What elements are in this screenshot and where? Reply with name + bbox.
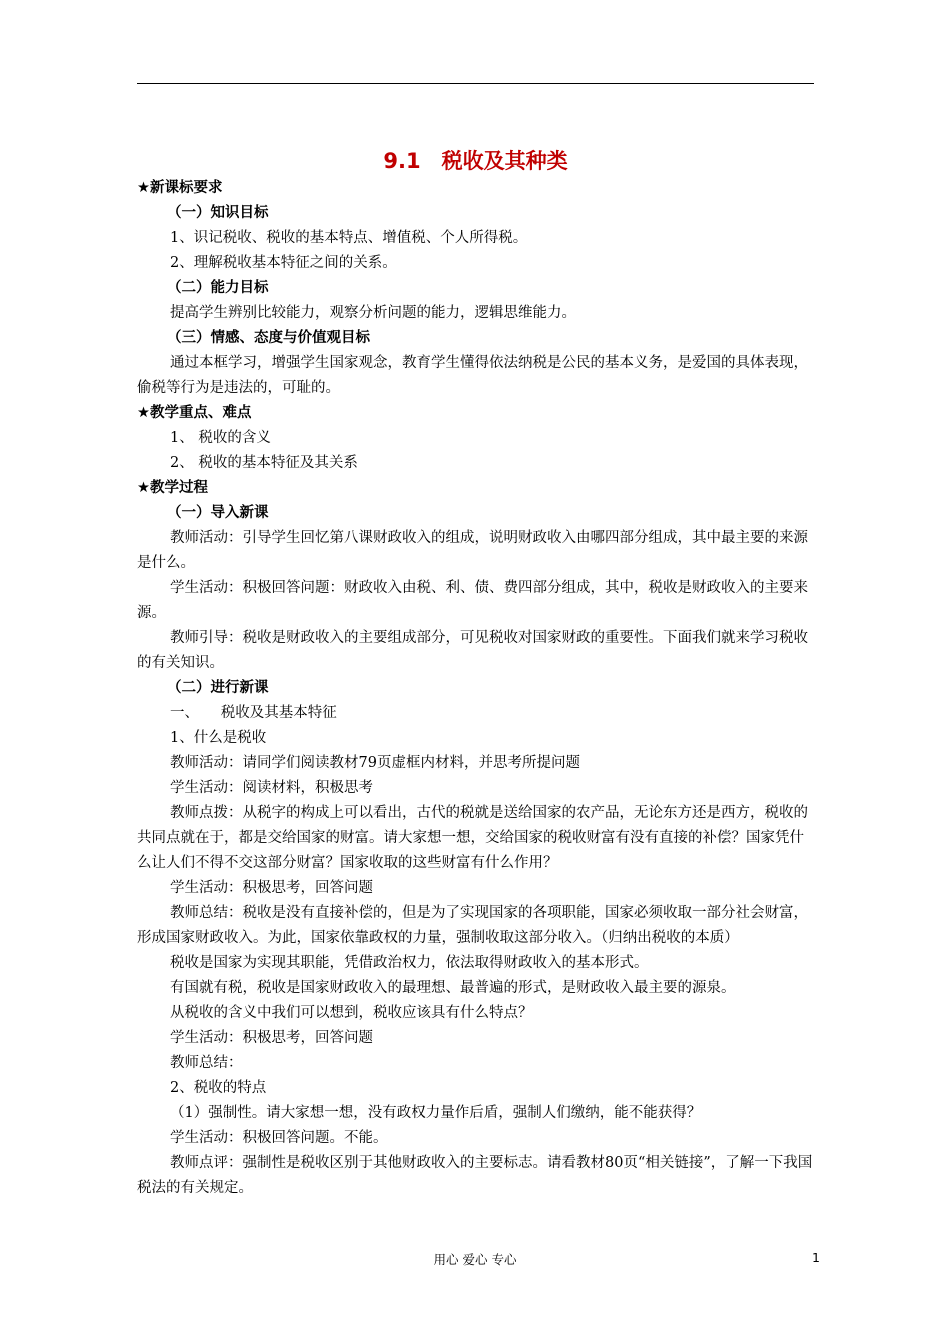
paragraph: 通过本框学习，增强学生国家观念，教育学生懂得依法纳税是公民的基本义务，是爱国的具体表现，偷税等行为是违法的，可耻的。 (137, 355, 808, 396)
paragraph: 2、理解税收基本特征之间的关系。 (170, 255, 397, 271)
paragraph: 教师活动：引导学生回忆第八课财政收入的组成，说明财政收入由哪四部分组成，其中最主要的来源是什么。 (137, 530, 808, 571)
paragraph: 教师引导：税收是财政收入的主要组成部分，可见税收对国家财政的重要性。下面我们就来学习税收的有关知识。 (137, 630, 808, 671)
paragraph: 税收是国家为实现其职能，凭借政治权力，依法取得财政收入的基本形式。 (170, 955, 649, 971)
paragraph: 1、 税收的含义 (170, 430, 271, 446)
subsection-heading: （二）进行新课 (167, 680, 269, 696)
header-rule (137, 83, 814, 84)
page-footer: 用心 爱心 专心 (433, 1252, 517, 1267)
subsection-heading: （三）情感、态度与价值观目标 (167, 330, 370, 346)
page-number: 1 (812, 1250, 820, 1265)
paragraph: 教师总结： (170, 1055, 243, 1071)
paragraph: 2、税收的特点 (170, 1080, 267, 1096)
paragraph: 1、识记税收、税收的基本特点、增值税、个人所得税。 (170, 230, 528, 246)
paragraph: 有国就有税，税收是国家财政收入的最理想、最普遍的形式，是财政收入最主要的源泉。 (170, 980, 736, 996)
paragraph: 教师点评：强制性是税收区别于其他财政收入的主要标志。请看教材80页“相关链接”，了解一下我国税法的有关规定。 (137, 1155, 813, 1196)
paragraph: 提高学生辨别比较能力，观察分析问题的能力，逻辑思维能力。 (170, 305, 576, 321)
paragraph: 学生活动：积极思考，回答问题 (170, 1030, 373, 1046)
paragraph: 教师点拨：从税字的构成上可以看出，古代的税就是送给国家的农产品，无论东方还是西方，税收的共同点就在于，都是交给国家的财富。请大家想一想，交给国家的税收财富有没有直接的补偿？国家凭什么让人们不得不交这部分财富？国家收取的这些财富有什么作用？ (137, 805, 808, 871)
paragraph: 1、什么是税收 (170, 730, 267, 746)
paragraph: 2、 税收的基本特征及其关系 (170, 455, 358, 471)
paragraph: 教师总结：税收是没有直接补偿的，但是为了实现国家的各项职能，国家必须收取一部分社会财富，形成国家财政收入。为此，国家依靠政权的力量，强制收取这部分收入。（归纳出税收的本质） (137, 905, 808, 946)
paragraph: 一、 税收及其基本特征 (170, 705, 337, 721)
document-body (137, 176, 814, 1201)
paragraph: 学生活动：积极回答问题：财政收入由税、利、债、费四部分组成，其中，税收是财政收入的主要来源。 (137, 580, 808, 621)
section-heading: ★教学重点、难点 (137, 405, 252, 421)
section-heading: ★教学过程 (137, 480, 208, 496)
section-heading: ★新课标要求 (137, 180, 223, 196)
subsection-heading: （一）导入新课 (167, 505, 269, 521)
subsection-heading: （二）能力目标 (167, 280, 269, 296)
paragraph: 学生活动：积极回答问题。不能。 (170, 1130, 388, 1146)
paragraph: 从税收的含义中我们可以想到，税收应该具有什么特点？ (170, 1005, 533, 1021)
subsection-heading: （一）知识目标 (167, 205, 269, 221)
paragraph: 教师活动：请同学们阅读教材79页虚框内材料，并思考所提问题 (170, 755, 580, 771)
paragraph: 学生活动：阅读材料，积极思考 (170, 780, 373, 796)
page-title: 9.1 税收及其种类 (383, 149, 568, 173)
paragraph: （1）强制性。请大家想一想，没有政权力量作后盾，强制人们缴纳，能不能获得？ (170, 1105, 702, 1121)
paragraph: 学生活动：积极思考，回答问题 (170, 880, 373, 896)
